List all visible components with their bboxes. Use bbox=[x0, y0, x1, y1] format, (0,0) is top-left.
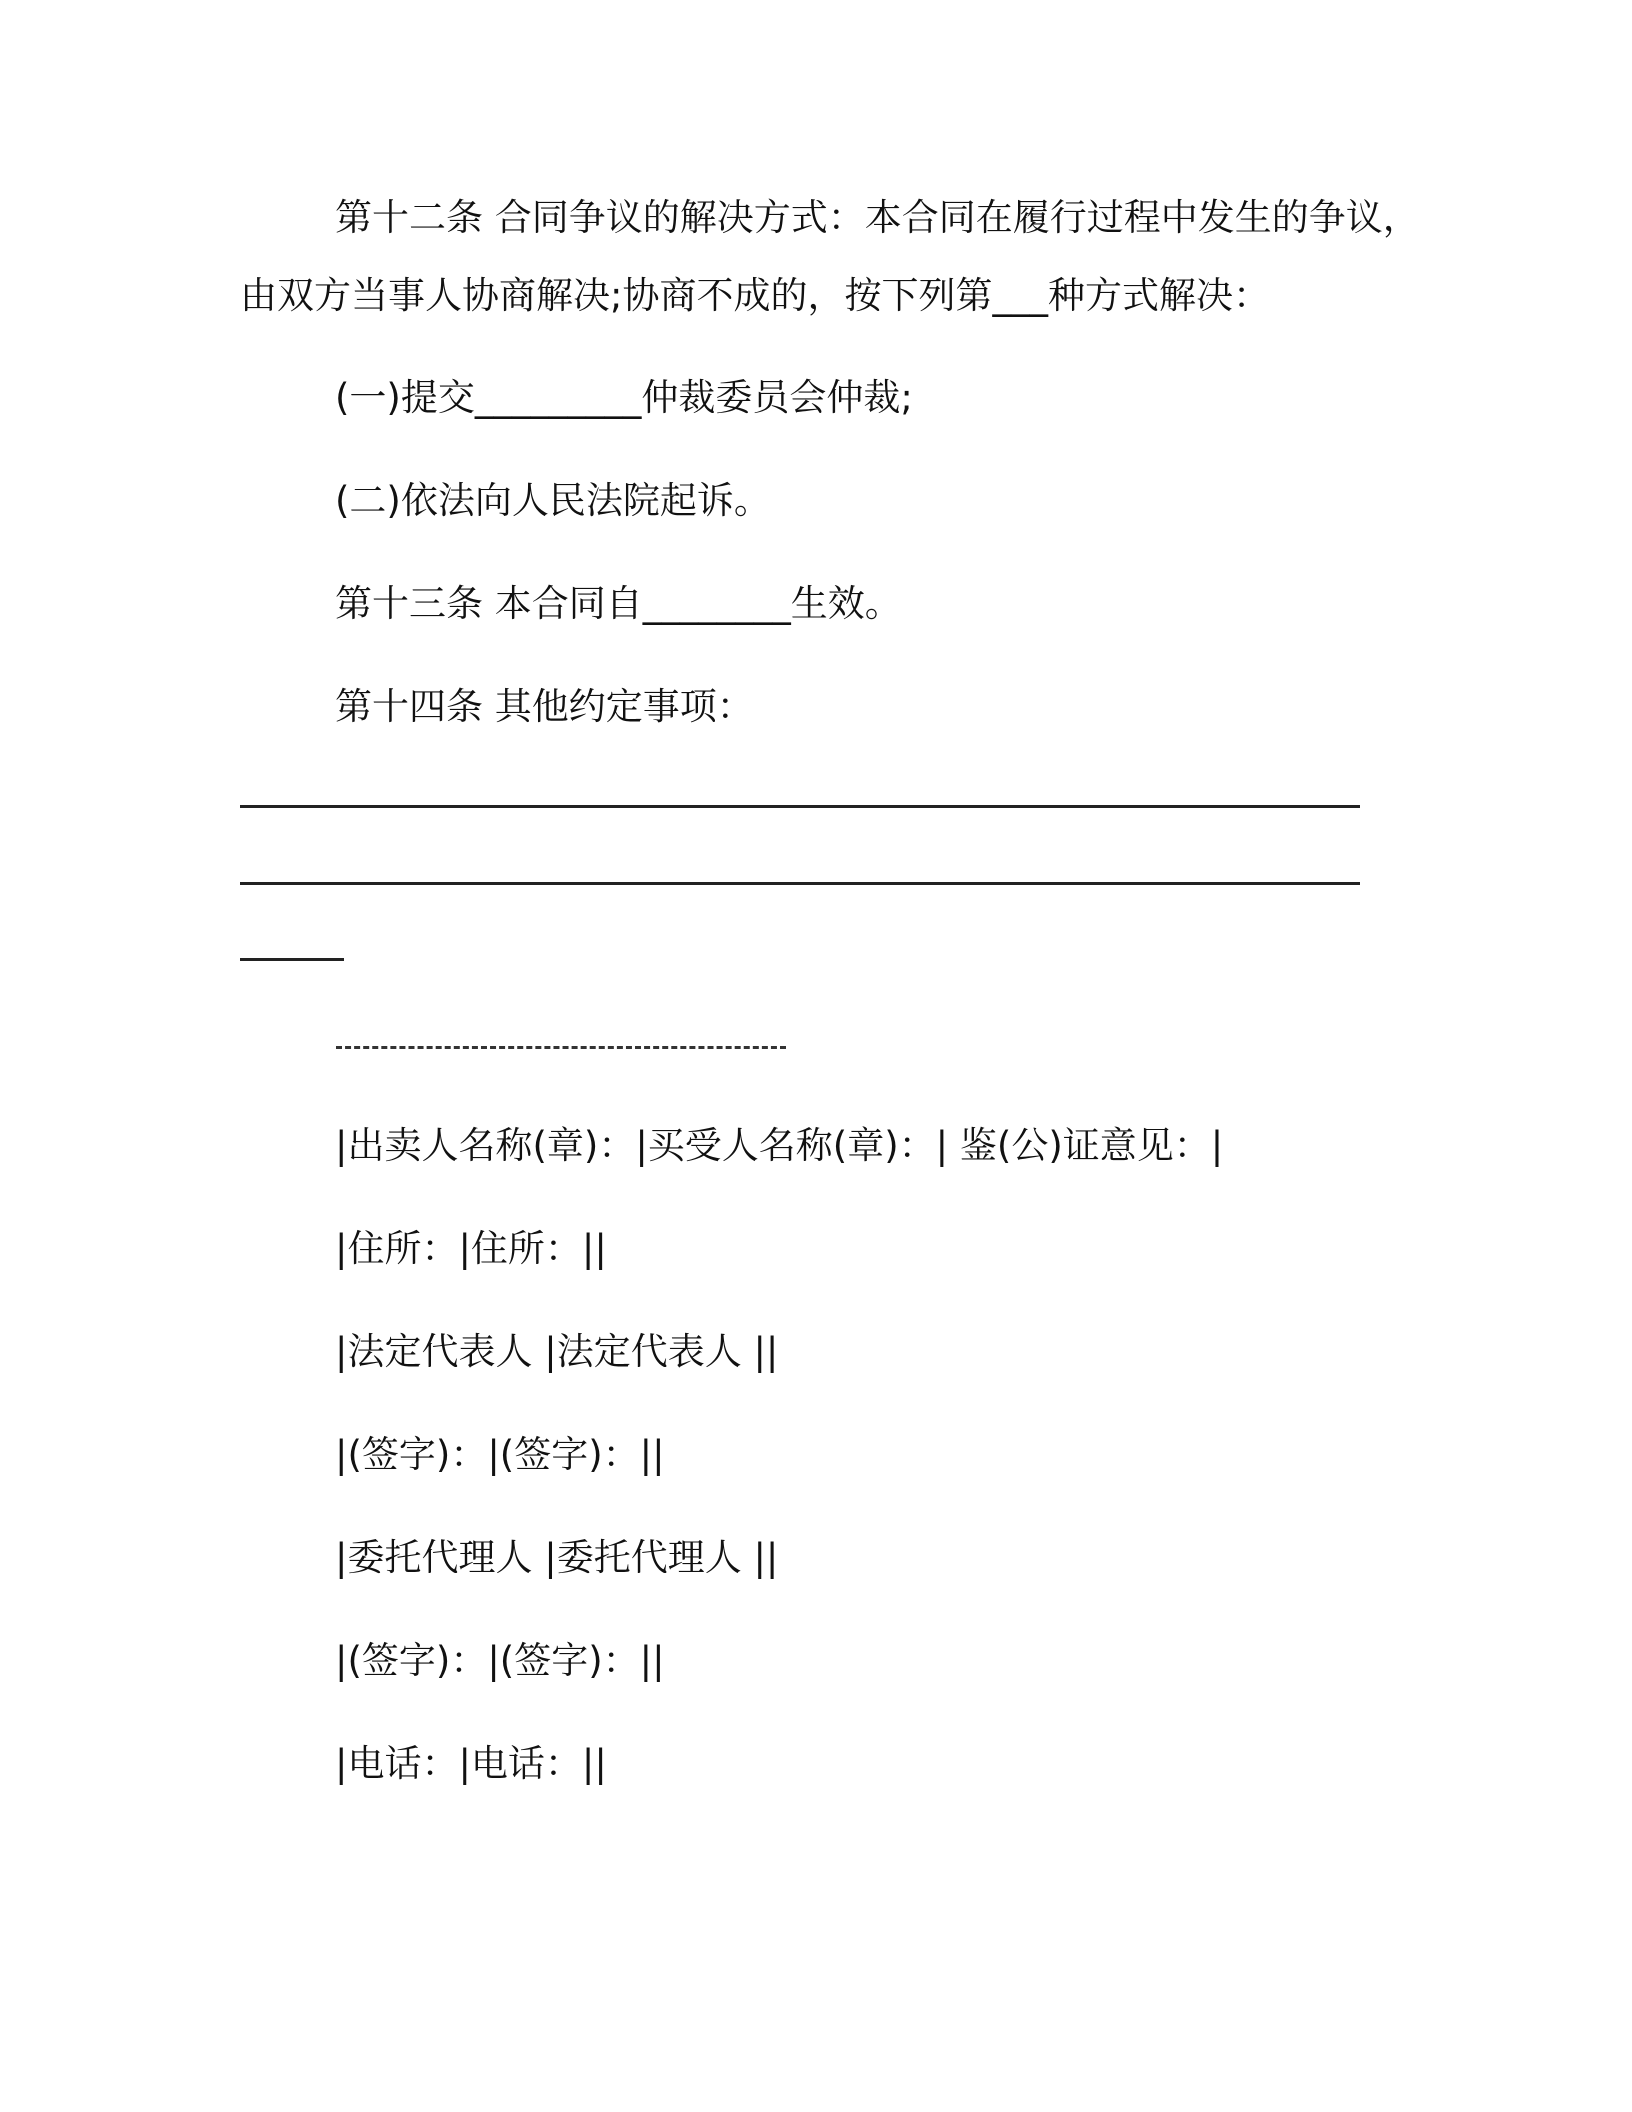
signature-row-phone: |电话：|电话：|| bbox=[335, 1742, 607, 1785]
article12-line1: 第十二条 合同争议的解决方式：本合同在履行过程中发生的争议， bbox=[335, 196, 1420, 239]
blank-line-2 bbox=[240, 882, 1360, 885]
signature-row-sign-2: |(签字)：|(签字)：|| bbox=[335, 1639, 665, 1682]
signature-row-legal-rep: |法定代表人 |法定代表人 || bbox=[335, 1330, 779, 1373]
article12-line2: 由双方当事人协商解决;协商不成的，按下列第___种方式解决： bbox=[240, 274, 1270, 317]
dispute-option-2: (二)依法向人民法院起诉。 bbox=[335, 479, 771, 522]
article14: 第十四条 其他约定事项： bbox=[335, 685, 754, 728]
signature-row-party-names: |出卖人名称(章)：|买受人名称(章)：| 鉴(公)证意见：| bbox=[335, 1124, 1224, 1167]
signature-row-address: |住所：|住所：|| bbox=[335, 1227, 607, 1270]
article13: 第十三条 本合同自________生效。 bbox=[335, 582, 902, 625]
table-top-border bbox=[336, 1046, 786, 1049]
signature-row-agent: |委托代理人 |委托代理人 || bbox=[335, 1536, 779, 1579]
blank-line-1 bbox=[240, 805, 1360, 808]
dispute-option-1: (一)提交_________仲裁委员会仲裁; bbox=[335, 376, 913, 419]
blank-line-3 bbox=[240, 958, 344, 961]
signature-row-sign-1: |(签字)：|(签字)：|| bbox=[335, 1433, 665, 1476]
